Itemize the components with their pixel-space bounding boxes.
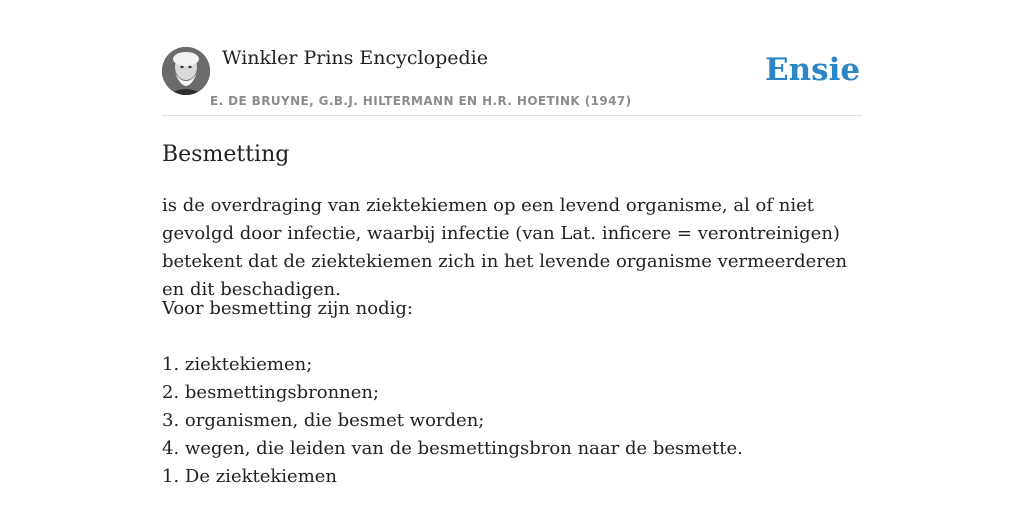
author-avatar — [162, 47, 210, 95]
brand-logo[interactable]: Ensie — [765, 52, 861, 88]
list-item: 1. De ziektekiemen — [162, 466, 338, 487]
source-title[interactable]: Winkler Prins Encyclopedie — [222, 47, 488, 69]
requirements-list — [162, 351, 862, 491]
list-item: 4. wegen, die leiden van de besmettingsbron naar de besmette. — [162, 438, 743, 459]
list-item: 2. besmettingsbronnen; — [162, 382, 380, 403]
author-portrait-icon — [162, 47, 210, 95]
header-divider — [162, 115, 862, 116]
entry-intro: is de overdraging van ziektekiemen op een levend organisme, al of niet gevolgd door infectie, waarbij infectie (van Lat. inficere = verontreinigen) betekent dat de ziektekiemen zich in het levende organisme vermeerderen en dit beschadigen. — [162, 195, 848, 300]
entry-title: Besmetting — [162, 142, 290, 167]
list-item: 3. organismen, die besmet worden; — [162, 410, 485, 431]
list-item: 1. ziektekiemen; — [162, 354, 313, 375]
source-authors: E. DE BRUYNE, G.B.J. HILTERMANN EN H.R. HOETINK (1947) — [210, 94, 632, 108]
entry-lead: Voor besmetting zijn nodig: — [162, 298, 413, 319]
